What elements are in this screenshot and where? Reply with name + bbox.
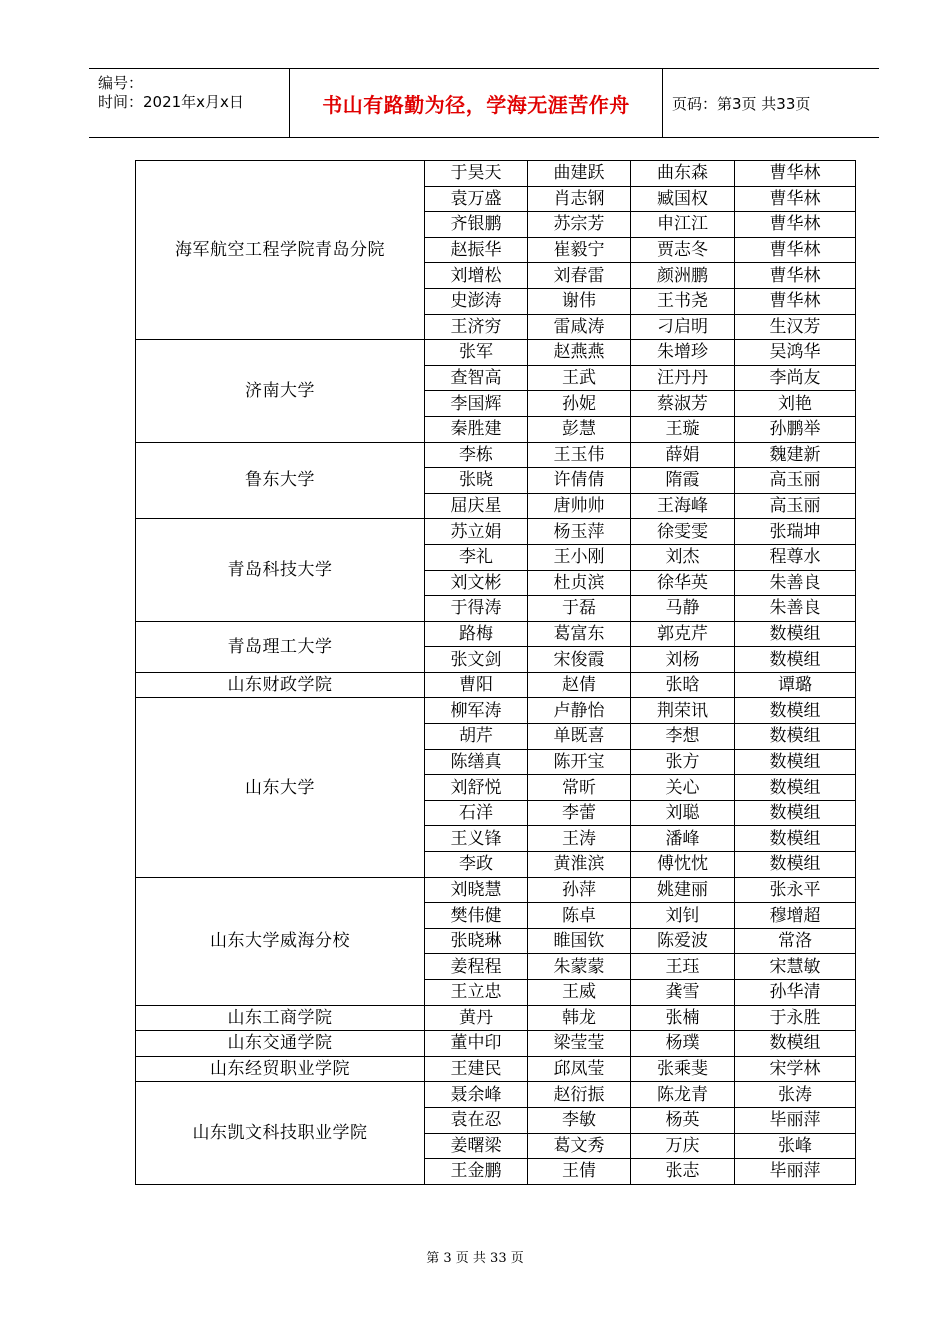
member-cell: 朱增珍 [631, 340, 735, 366]
roster-body [136, 161, 856, 1185]
school-name-cell: 山东交通学院 [136, 1031, 425, 1057]
advisor-cell: 朱善良 [735, 596, 856, 622]
member-cell: 朱蒙蒙 [528, 954, 631, 980]
member-cell: 齐银鹏 [425, 212, 528, 238]
member-cell: 徐华英 [631, 570, 735, 596]
school-name-cell: 海军航空工程学院青岛分院 [136, 161, 425, 340]
member-cell: 臧国权 [631, 186, 735, 212]
member-cell: 孙妮 [528, 391, 631, 417]
roster-table [135, 160, 856, 1185]
member-cell: 李蕾 [528, 800, 631, 826]
member-cell: 刘增松 [425, 263, 528, 289]
member-cell: 陈缮真 [425, 749, 528, 775]
member-cell: 李栋 [425, 442, 528, 468]
member-cell: 胡芹 [425, 724, 528, 750]
advisor-cell: 数模组 [735, 852, 856, 878]
member-cell: 王立忠 [425, 980, 528, 1006]
member-cell: 刘钊 [631, 903, 735, 929]
member-cell: 苏立娟 [425, 519, 528, 545]
school-name-cell: 青岛理工大学 [136, 621, 425, 672]
member-cell: 张晗 [631, 672, 735, 698]
table-row [136, 1082, 856, 1108]
advisor-cell: 数模组 [735, 724, 856, 750]
member-cell: 王义锋 [425, 826, 528, 852]
member-cell: 谢伟 [528, 288, 631, 314]
number-label: 编号： [98, 74, 144, 92]
advisor-cell: 数模组 [735, 1031, 856, 1057]
table-row [136, 340, 856, 366]
member-cell: 史澎涛 [425, 288, 528, 314]
advisor-cell: 毕丽萍 [735, 1159, 856, 1185]
member-cell: 薛娟 [631, 442, 735, 468]
member-cell: 赵燕燕 [528, 340, 631, 366]
member-cell: 唐帅帅 [528, 493, 631, 519]
member-cell: 姚建丽 [631, 877, 735, 903]
member-cell: 姜曙梁 [425, 1133, 528, 1159]
member-cell: 于得涛 [425, 596, 528, 622]
member-cell: 隋霞 [631, 468, 735, 494]
advisor-cell: 高玉丽 [735, 493, 856, 519]
member-cell: 汪丹丹 [631, 365, 735, 391]
member-cell: 路梅 [425, 621, 528, 647]
member-cell: 李国辉 [425, 391, 528, 417]
advisor-cell: 曹华林 [735, 212, 856, 238]
advisor-cell: 曹华林 [735, 237, 856, 263]
member-cell: 袁万盛 [425, 186, 528, 212]
member-cell: 查智高 [425, 365, 528, 391]
member-cell: 李敏 [528, 1107, 631, 1133]
advisor-cell: 穆增超 [735, 903, 856, 929]
member-cell: 于磊 [528, 596, 631, 622]
member-cell: 赵倩 [528, 672, 631, 698]
advisor-cell: 程尊水 [735, 544, 856, 570]
time-label: 时间：2021年x月x日 [98, 93, 244, 111]
table-row [136, 621, 856, 647]
member-cell: 张文剑 [425, 647, 528, 673]
member-cell: 贾志冬 [631, 237, 735, 263]
member-cell: 刘杨 [631, 647, 735, 673]
member-cell: 刘舒悦 [425, 775, 528, 801]
advisor-cell: 朱善良 [735, 570, 856, 596]
member-cell: 刘杰 [631, 544, 735, 570]
member-cell: 石洋 [425, 800, 528, 826]
advisor-cell: 李尚友 [735, 365, 856, 391]
member-cell: 李政 [425, 852, 528, 878]
member-cell: 赵衍振 [528, 1082, 631, 1108]
member-cell: 张军 [425, 340, 528, 366]
advisor-cell: 毕丽萍 [735, 1107, 856, 1133]
table-row [136, 1005, 856, 1031]
school-name-cell: 济南大学 [136, 340, 425, 442]
member-cell: 苏宗芳 [528, 212, 631, 238]
member-cell: 马静 [631, 596, 735, 622]
table-row [136, 1031, 856, 1057]
member-cell: 刘文彬 [425, 570, 528, 596]
member-cell: 王武 [528, 365, 631, 391]
advisor-cell: 数模组 [735, 800, 856, 826]
member-cell: 邱凤莹 [528, 1056, 631, 1082]
member-cell: 杨英 [631, 1107, 735, 1133]
member-cell: 申江江 [631, 212, 735, 238]
motto-text: 书山有路勤为径，学海无涯苦作舟 [322, 92, 630, 117]
school-name-cell: 鲁东大学 [136, 442, 425, 519]
member-cell: 徐雯雯 [631, 519, 735, 545]
member-cell: 关心 [631, 775, 735, 801]
member-cell: 颜洲鹏 [631, 263, 735, 289]
member-cell: 卢静怡 [528, 698, 631, 724]
advisor-cell: 宋学林 [735, 1056, 856, 1082]
member-cell: 刁启明 [631, 314, 735, 340]
member-cell: 孙萍 [528, 877, 631, 903]
advisor-cell: 刘艳 [735, 391, 856, 417]
member-cell: 杜贞滨 [528, 570, 631, 596]
advisor-cell: 吴鸿华 [735, 340, 856, 366]
page-info: 页码：第3页 共33页 [672, 94, 811, 113]
advisor-cell: 曹华林 [735, 186, 856, 212]
member-cell: 常昕 [528, 775, 631, 801]
member-cell: 龚雪 [631, 980, 735, 1006]
advisor-cell: 数模组 [735, 698, 856, 724]
member-cell: 张楠 [631, 1005, 735, 1031]
member-cell: 于昊天 [425, 161, 528, 187]
page-footer: 第 3 页 共 33 页 [426, 1251, 524, 1266]
member-cell: 郭克芹 [631, 621, 735, 647]
member-cell: 梁莹莹 [528, 1031, 631, 1057]
member-cell: 张方 [631, 749, 735, 775]
table-row [136, 161, 856, 187]
advisor-cell: 宋慧敏 [735, 954, 856, 980]
member-cell: 杨璞 [631, 1031, 735, 1057]
header-motto-cell [290, 69, 663, 137]
advisor-cell: 张永平 [735, 877, 856, 903]
member-cell: 黄淮滨 [528, 852, 631, 878]
member-cell: 单既喜 [528, 724, 631, 750]
member-cell: 蔡淑芳 [631, 391, 735, 417]
member-cell: 王海峰 [631, 493, 735, 519]
member-cell: 屈庆星 [425, 493, 528, 519]
member-cell: 王威 [528, 980, 631, 1006]
advisor-cell: 数模组 [735, 826, 856, 852]
member-cell: 刘晓慧 [425, 877, 528, 903]
member-cell: 杨玉萍 [528, 519, 631, 545]
member-cell: 陈龙青 [631, 1082, 735, 1108]
member-cell: 王璇 [631, 416, 735, 442]
member-cell: 张晓琳 [425, 928, 528, 954]
member-cell: 王珏 [631, 954, 735, 980]
member-cell: 潘峰 [631, 826, 735, 852]
advisor-cell: 高玉丽 [735, 468, 856, 494]
member-cell: 崔毅宁 [528, 237, 631, 263]
member-cell: 葛富东 [528, 621, 631, 647]
member-cell: 葛文秀 [528, 1133, 631, 1159]
advisor-cell: 谭璐 [735, 672, 856, 698]
advisor-cell: 曹华林 [735, 161, 856, 187]
member-cell: 刘聪 [631, 800, 735, 826]
member-cell: 赵振华 [425, 237, 528, 263]
member-cell: 王建民 [425, 1056, 528, 1082]
member-cell: 曲东森 [631, 161, 735, 187]
advisor-cell: 曹华林 [735, 263, 856, 289]
advisor-cell: 生汉芳 [735, 314, 856, 340]
school-name-cell: 山东工商学院 [136, 1005, 425, 1031]
advisor-cell: 数模组 [735, 749, 856, 775]
member-cell: 睢国钦 [528, 928, 631, 954]
member-cell: 董中印 [425, 1031, 528, 1057]
table-row [136, 672, 856, 698]
member-cell: 张志 [631, 1159, 735, 1185]
member-cell: 许倩倩 [528, 468, 631, 494]
member-cell: 张晓 [425, 468, 528, 494]
member-cell: 秦胜建 [425, 416, 528, 442]
advisor-cell: 曹华林 [735, 288, 856, 314]
table-row [136, 877, 856, 903]
member-cell: 王涛 [528, 826, 631, 852]
member-cell: 柳军涛 [425, 698, 528, 724]
member-cell: 王书尧 [631, 288, 735, 314]
advisor-cell: 张峰 [735, 1133, 856, 1159]
school-name-cell: 山东财政学院 [136, 672, 425, 698]
member-cell: 王倩 [528, 1159, 631, 1185]
member-cell: 宋俊霞 [528, 647, 631, 673]
member-cell: 曲建跃 [528, 161, 631, 187]
member-cell: 王小刚 [528, 544, 631, 570]
advisor-cell: 魏建新 [735, 442, 856, 468]
document-header [89, 68, 879, 138]
table-row [136, 698, 856, 724]
advisor-cell: 孙鹏举 [735, 416, 856, 442]
member-cell: 袁在忍 [425, 1107, 528, 1133]
advisor-cell: 于永胜 [735, 1005, 856, 1031]
advisor-cell: 张涛 [735, 1082, 856, 1108]
member-cell: 陈开宝 [528, 749, 631, 775]
member-cell: 陈卓 [528, 903, 631, 929]
header-meta-cell [89, 69, 290, 137]
member-cell: 姜程程 [425, 954, 528, 980]
school-name-cell: 山东大学 [136, 698, 425, 877]
advisor-cell: 数模组 [735, 647, 856, 673]
member-cell: 陈爱波 [631, 928, 735, 954]
advisor-cell: 常洛 [735, 928, 856, 954]
school-name-cell: 青岛科技大学 [136, 519, 425, 621]
member-cell: 李礼 [425, 544, 528, 570]
member-cell: 傅忱忱 [631, 852, 735, 878]
member-cell: 韩龙 [528, 1005, 631, 1031]
member-cell: 王金鹏 [425, 1159, 528, 1185]
member-cell: 黄丹 [425, 1005, 528, 1031]
member-cell: 彭慧 [528, 416, 631, 442]
member-cell: 刘春雷 [528, 263, 631, 289]
table-row [136, 519, 856, 545]
table-row [136, 442, 856, 468]
member-cell: 曹阳 [425, 672, 528, 698]
member-cell: 肖志钢 [528, 186, 631, 212]
advisor-cell: 数模组 [735, 775, 856, 801]
member-cell: 雷咸涛 [528, 314, 631, 340]
member-cell: 王玉伟 [528, 442, 631, 468]
member-cell: 万庆 [631, 1133, 735, 1159]
table-row [136, 1056, 856, 1082]
school-name-cell: 山东大学威海分校 [136, 877, 425, 1005]
member-cell: 王济穷 [425, 314, 528, 340]
member-cell: 荆荣讯 [631, 698, 735, 724]
member-cell: 李想 [631, 724, 735, 750]
member-cell: 樊伟健 [425, 903, 528, 929]
advisor-cell: 数模组 [735, 621, 856, 647]
advisor-cell: 张瑞坤 [735, 519, 856, 545]
member-cell: 张乘斐 [631, 1056, 735, 1082]
member-cell: 聂余峰 [425, 1082, 528, 1108]
school-name-cell: 山东经贸职业学院 [136, 1056, 425, 1082]
school-name-cell: 山东凯文科技职业学院 [136, 1082, 425, 1184]
advisor-cell: 孙华清 [735, 980, 856, 1006]
